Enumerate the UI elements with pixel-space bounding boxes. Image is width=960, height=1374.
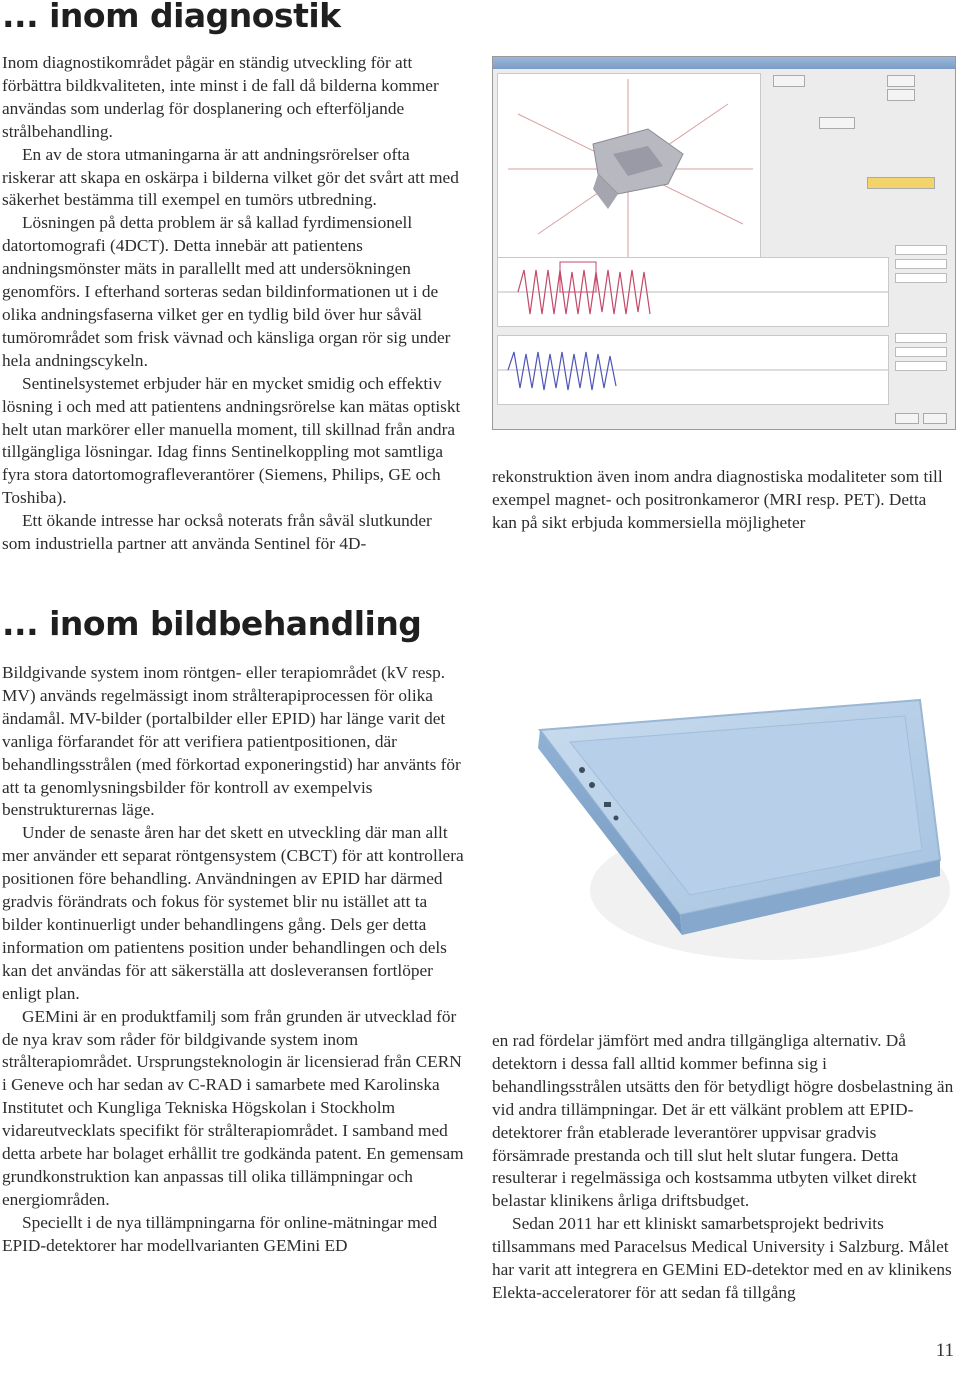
detector-panel-illustration (520, 690, 950, 990)
settings-panel (769, 73, 949, 269)
primary-breathing-trace (498, 258, 888, 326)
lock-characteristics-button[interactable] (867, 177, 935, 189)
readout-field (895, 245, 947, 255)
3d-surface-view (497, 73, 761, 265)
sentinel-software-screenshot (492, 56, 956, 430)
panel-button[interactable] (887, 89, 915, 101)
paragraph: En av de stora utmaningarna är att andningsrörelser ofta riskerar att skapa en oskärpa i bilderna vilket gör det svårt att med säkerhet bestämma till exempel en tumörs utbredning. (2, 144, 459, 210)
window-titlebar (493, 57, 955, 69)
readout-field (895, 259, 947, 269)
paragraph: Speciellt i de nya tillämpningarna för online-mätningar med EPID-detektorer har modellvarianten GEMini ED (2, 1212, 438, 1255)
paragraph: Inom diagnostikområdet pågär en ständig utveckling för att förbättra bildkvaliteten, inte minst i de fall då bilderna kommer användas som underlag för dosplanering och efterföljande strålbehandling. (2, 53, 439, 141)
section-heading-diagnostik: ... inom diagnostik (2, 0, 341, 35)
secondary-readout (895, 329, 947, 379)
bildbehandling-left-column (2, 662, 464, 1258)
diagnostik-right-column (492, 466, 954, 535)
readout-field (895, 347, 947, 357)
abort-button[interactable] (923, 413, 947, 424)
paragraph: Lösningen på detta problem är så kallad fyrdimensionell datortomografi (4DCT). Detta innebär att patientens andningsmönster mäts in parallellt med att undersökningen genomförs. I efterhand sorteras sedan bildinformationen ut i de olika andningsfaserna vilket ger en tydlig bild över hur såväl tumörområdet som frisk vävnad och känsliga organ rör sig under hela andningscykeln. (2, 213, 451, 370)
paragraph: GEMini är en produktfamilj som från grunden är utvecklad för de nya krav som råder för bildgivande system inom strålterapiområdet. Ursprungsteknologin är licensierad från CERN i Geneve och har sedan av C-RAD i samarbete med Karolinska Institutet och Kungliga Tekniska Högskolan i Stockholm vidareutvecklats specifikt för strålterapiområdet. I samband med detta arbete har bolaget erhållit tre godkända patent. En gemensam grundkonstruktion kan anpassas till olika tillämpningar och energiområden. (2, 1006, 464, 1209)
paragraph: Sentinelsystemet erbjuder här en mycket smidig och effektiv lösning i och med att patientens andningsrörelse kan mätas optiskt helt utan markörer eller manuella moment, till skillnad från andra tillgängliga lösningar. Idag finns Sentinelkoppling mot samtliga fyra stora datortomografleverantörer (Siemens, Philips, GE och Toshiba). (2, 373, 461, 508)
paragraph: Under de senaste åren har det skett en utveckling där man allt mer använder ett separat röntgensystem (CBCT) för att kontrollera positionen före behandling. Användningen av EPID har därmed gradvis förändrats och fokus för systemet blir nu istället att ta bilder kontinuerligt under behandlingens gång. Dels ger detta information om patientens position under behandlingen och dels kan det användas för att säkerställa att dosleveransen fortlöper enligt plan. (2, 823, 464, 1003)
paragraph: Bildgivande system inom röntgen- eller terapiområdet (kV resp. MV) används regelmässigt inom strålterapiprocessen för olika ändamål. MV-bilder (portalbilder eller EPID) har länge varit det vanliga förfarandet för att verifiera patientpositionen, där behandlingsstrålen (med förkortad exponeringstid) har använts för att ta genomlysningsbilder för kontroll av exempelvis benstrukturernas läge. (2, 663, 461, 820)
primary-trace-graph (497, 257, 889, 327)
paragraph: Sedan 2011 har ett kliniskt samarbetsprojekt bedrivits tillsammans med Paracelsus Medical University i Salzburg. Målet har varit att integrera en GEMini ED-detektor med en av klinikens Elekta-acceleratorer för att sedan få tillgång (492, 1214, 952, 1302)
secondary-breathing-trace (498, 336, 888, 404)
gemini-detector-image (520, 690, 950, 990)
panel-button[interactable] (887, 75, 915, 87)
paragraph: en rad fördelar jämfört med andra tillgängliga alternativ. Då detektorn i dessa fall alltid kommer befinna sig i behandlingsstrålen utsätts den för betydligt högre dosbelastning än vid andra tillämpningar. Det är ett välkänt problem att EPID-detektorer från etablerade leverantörer uppvisar gradvis försämrade prestanda och till slut helt slutar fungera. Detta resulterar i regelmässiga och kostsamma utbyten vilket direkt belastar klinikens årliga driftsbudget. (492, 1031, 954, 1211)
surface-model-illustration (498, 74, 760, 264)
section-heading-bildbehandling: ... inom bildbehandling (2, 604, 422, 643)
secondary-trace-graph (497, 335, 889, 405)
readout-field (895, 333, 947, 343)
page-number: 11 (935, 1340, 954, 1361)
readout-field (895, 273, 947, 283)
bildbehandling-right-column (492, 1030, 954, 1305)
paragraph: rekonstruktion även inom andra diagnostiska modaliteter som till exempel magnet- och positronkameror (MRI resp. PET). Detta kan på sikt erbjuda kommersiella möjligheter (492, 467, 943, 532)
panel-button[interactable] (773, 75, 805, 87)
readout-field (895, 361, 947, 371)
sensitivity-select[interactable] (819, 117, 855, 129)
ok-button[interactable] (895, 413, 919, 424)
paragraph: Ett ökande intresse har också noterats från såväl slutkunder som industriella partner att använda Sentinel för 4D- (2, 511, 432, 554)
primary-readout (895, 241, 947, 291)
diagnostik-left-column (2, 52, 464, 556)
secondary-trace-line (508, 352, 616, 390)
